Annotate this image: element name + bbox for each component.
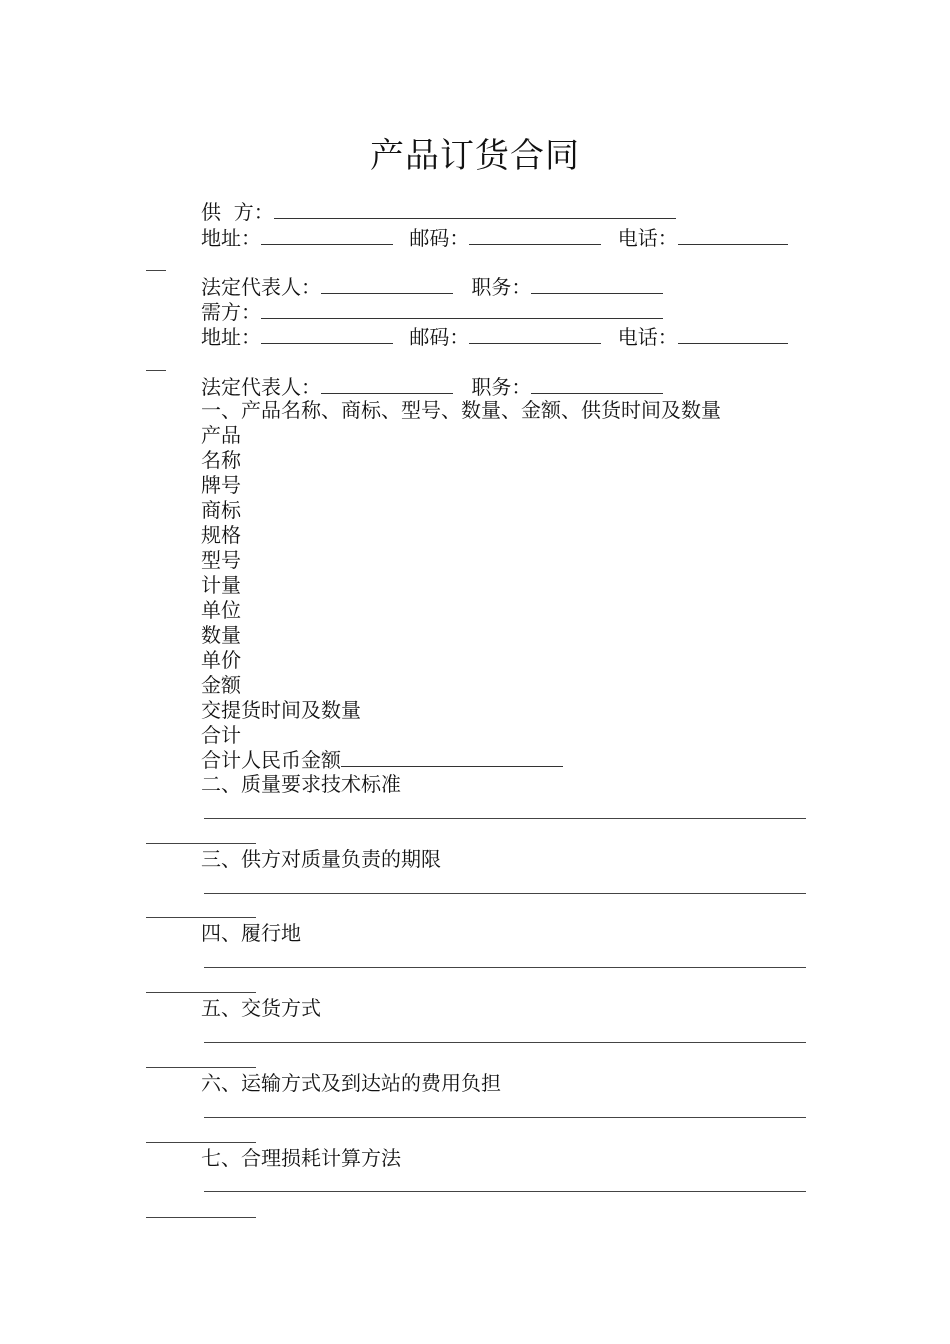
buyer-label: 需方： <box>201 300 261 324</box>
buyer-line <box>201 299 663 325</box>
section-5-answer-continuation[interactable] <box>146 1067 256 1068</box>
buyer-phone-continuation <box>146 370 166 371</box>
section-3-answer-continuation[interactable] <box>146 917 256 918</box>
section-2-answer-continuation[interactable] <box>146 843 256 844</box>
buyer-position-field[interactable] <box>531 375 663 394</box>
buyer-address-label: 地址： <box>201 325 261 349</box>
field-label: 名称 <box>201 448 241 472</box>
field-label: 计量 <box>201 573 241 597</box>
buyer-postcode-label: 邮码： <box>409 325 470 349</box>
section-7-answer-line[interactable] <box>204 1191 806 1192</box>
section-7-heading: 七、合理损耗计算方法 <box>201 1146 401 1170</box>
section-3-heading: 三、供方对质量负责的期限 <box>201 847 441 871</box>
buyer-name-field[interactable] <box>261 300 663 319</box>
total-amount-label: 合计人民币金额 <box>201 748 341 772</box>
supplier-rep-line <box>201 274 663 300</box>
field-label: 单位 <box>201 598 241 622</box>
section-1-heading: 一、产品名称、商标、型号、数量、金额、供货时间及数量 <box>201 398 721 422</box>
supplier-contact-line <box>201 225 788 251</box>
supplier-address-field[interactable] <box>261 226 393 245</box>
field-label: 产品 <box>201 423 241 447</box>
buyer-phone-field[interactable] <box>678 325 788 344</box>
buyer-rep-field[interactable] <box>321 375 453 394</box>
supplier-phone-continuation <box>146 270 166 271</box>
supplier-rep-label: 法定代表人： <box>201 275 321 299</box>
section-6-heading: 六、运输方式及到达站的费用负担 <box>201 1071 501 1095</box>
section-3-answer-line[interactable] <box>204 893 806 894</box>
field-label: 交提货时间及数量 <box>201 698 361 722</box>
document-title: 产品订货合同 <box>370 136 580 176</box>
section-6-answer-continuation[interactable] <box>146 1142 256 1143</box>
field-label: 数量 <box>201 623 241 647</box>
supplier-phone-label: 电话： <box>617 226 678 250</box>
field-label: 合计 <box>201 723 241 747</box>
total-amount-field[interactable] <box>341 748 563 767</box>
buyer-postcode-field[interactable] <box>469 325 601 344</box>
section-4-answer-line[interactable] <box>204 967 806 968</box>
buyer-address-field[interactable] <box>261 325 393 344</box>
supplier-line <box>201 199 676 225</box>
total-amount-line <box>201 747 563 773</box>
field-label: 型号 <box>201 548 241 572</box>
section-2-heading: 二、质量要求技术标准 <box>201 772 401 796</box>
section-2-answer-line[interactable] <box>204 818 806 819</box>
supplier-position-field[interactable] <box>531 275 663 294</box>
field-label: 规格 <box>201 523 241 547</box>
buyer-position-label: 职务： <box>471 375 532 399</box>
section-7-answer-continuation[interactable] <box>146 1217 256 1218</box>
buyer-rep-line <box>201 374 663 400</box>
field-label: 单价 <box>201 648 241 672</box>
supplier-rep-field[interactable] <box>321 275 453 294</box>
section-6-answer-line[interactable] <box>204 1117 806 1118</box>
section-4-heading: 四、履行地 <box>201 921 301 945</box>
section-5-answer-line[interactable] <box>204 1042 806 1043</box>
supplier-postcode-label: 邮码： <box>409 226 470 250</box>
field-label: 牌号 <box>201 473 241 497</box>
section-4-answer-continuation[interactable] <box>146 992 256 993</box>
supplier-name-field[interactable] <box>274 200 676 219</box>
buyer-phone-label: 电话： <box>617 325 678 349</box>
supplier-label: 供 方： <box>201 200 274 224</box>
field-label: 金额 <box>201 673 241 697</box>
buyer-contact-line <box>201 324 788 350</box>
supplier-phone-field[interactable] <box>678 226 788 245</box>
field-label: 商标 <box>201 498 241 522</box>
supplier-postcode-field[interactable] <box>469 226 601 245</box>
buyer-rep-label: 法定代表人： <box>201 375 321 399</box>
supplier-address-label: 地址： <box>201 226 261 250</box>
supplier-position-label: 职务： <box>471 275 532 299</box>
section-5-heading: 五、交货方式 <box>201 996 321 1020</box>
